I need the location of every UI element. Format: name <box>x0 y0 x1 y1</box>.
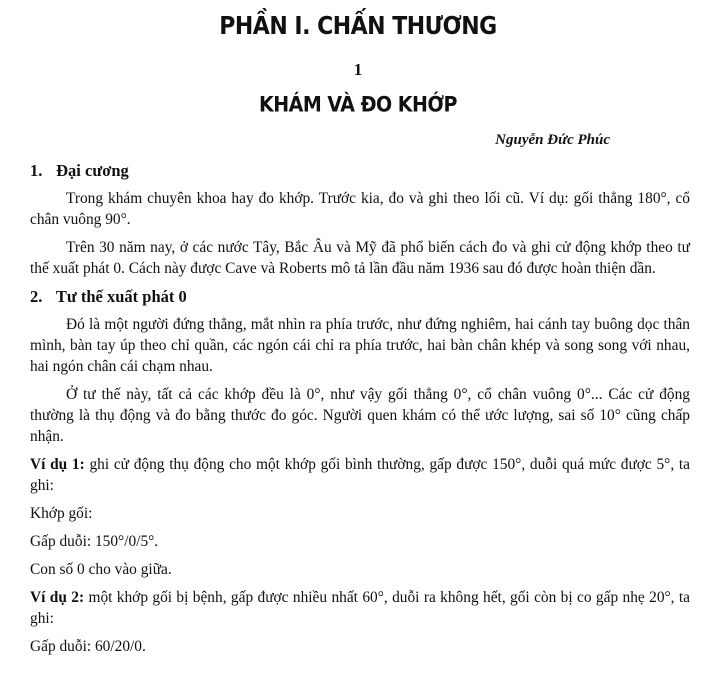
example-line: Gấp duỗi: 150°/0/5°. <box>30 533 159 550</box>
example-line: Gấp duỗi: 60/20/0. <box>30 638 146 655</box>
section-heading-2 <box>30 286 690 308</box>
paragraph: Đó là một người đứng thẳng, mắt nhìn ra phía trước, như đứng nghiêm, hai cánh tay buông dọc thân mình, bàn tay úp theo chỉ quần, các ngón cái chỉ ra phía trước, hai bàn chân khép và song song với nhau, hai ngón chân cái chạm nhau. <box>30 316 690 375</box>
section-title: Đại cương <box>56 161 129 180</box>
section-title: Tư thế xuất phát 0 <box>55 287 187 306</box>
section-number: 2. <box>30 287 43 306</box>
example-label: Ví dụ 1: <box>30 456 85 473</box>
section-heading-1 <box>30 160 690 182</box>
example-text: ghi cử động thụ động cho một khớp gối bình thường, gấp được 150°, duỗi quá mức được 5°, ta ghi: <box>30 456 690 494</box>
example-text: một khớp gối bị bệnh, gấp được nhiều nhất 60°, duỗi ra không hết, gối còn bị co gấp nhẹ 20°, ta ghi: <box>30 589 691 627</box>
example-label: Ví dụ 2: <box>30 589 85 606</box>
paragraph: Trên 30 năm nay, ở các nước Tây, Bắc Âu và Mỹ đã phổ biến cách đo và ghi cử động khớp theo tư thế xuất phát 0. Cách này được Cave và Roberts mô tả lần đầu năm 1936 sau đó được hoàn thiện dần. <box>30 239 690 277</box>
chapter-number: 1 <box>353 60 363 79</box>
example-1 <box>30 454 690 496</box>
section-number: 1. <box>30 161 43 180</box>
paragraph: Trong khám chuyên khoa hay đo khớp. Trước kia, đo và ghi theo lối cũ. Ví dụ: gối thẳng 180°, cổ chân vuông 90°. <box>30 190 690 228</box>
example-2 <box>30 587 690 629</box>
example-line: Con số 0 cho vào giữa. <box>30 561 172 578</box>
chapter-title: KHÁM VÀ ĐO KHỚP <box>259 92 457 118</box>
paragraph: Ở tư thế này, tất cả các khớp đều là 0°, như vậy gối thẳng 0°, cổ chân vuông 0°... Các cử động thường là thụ động và đo bằng thước đo góc. Người quen khám có thể ước lượng, sai số 10° cũng chấp nhận. <box>30 386 690 445</box>
author: Nguyễn Đức Phúc <box>495 132 610 148</box>
example-line: Khớp gối: <box>30 505 93 522</box>
content <box>30 160 690 664</box>
part-title: PHẦN I. CHẤN THƯƠNG <box>219 12 497 41</box>
